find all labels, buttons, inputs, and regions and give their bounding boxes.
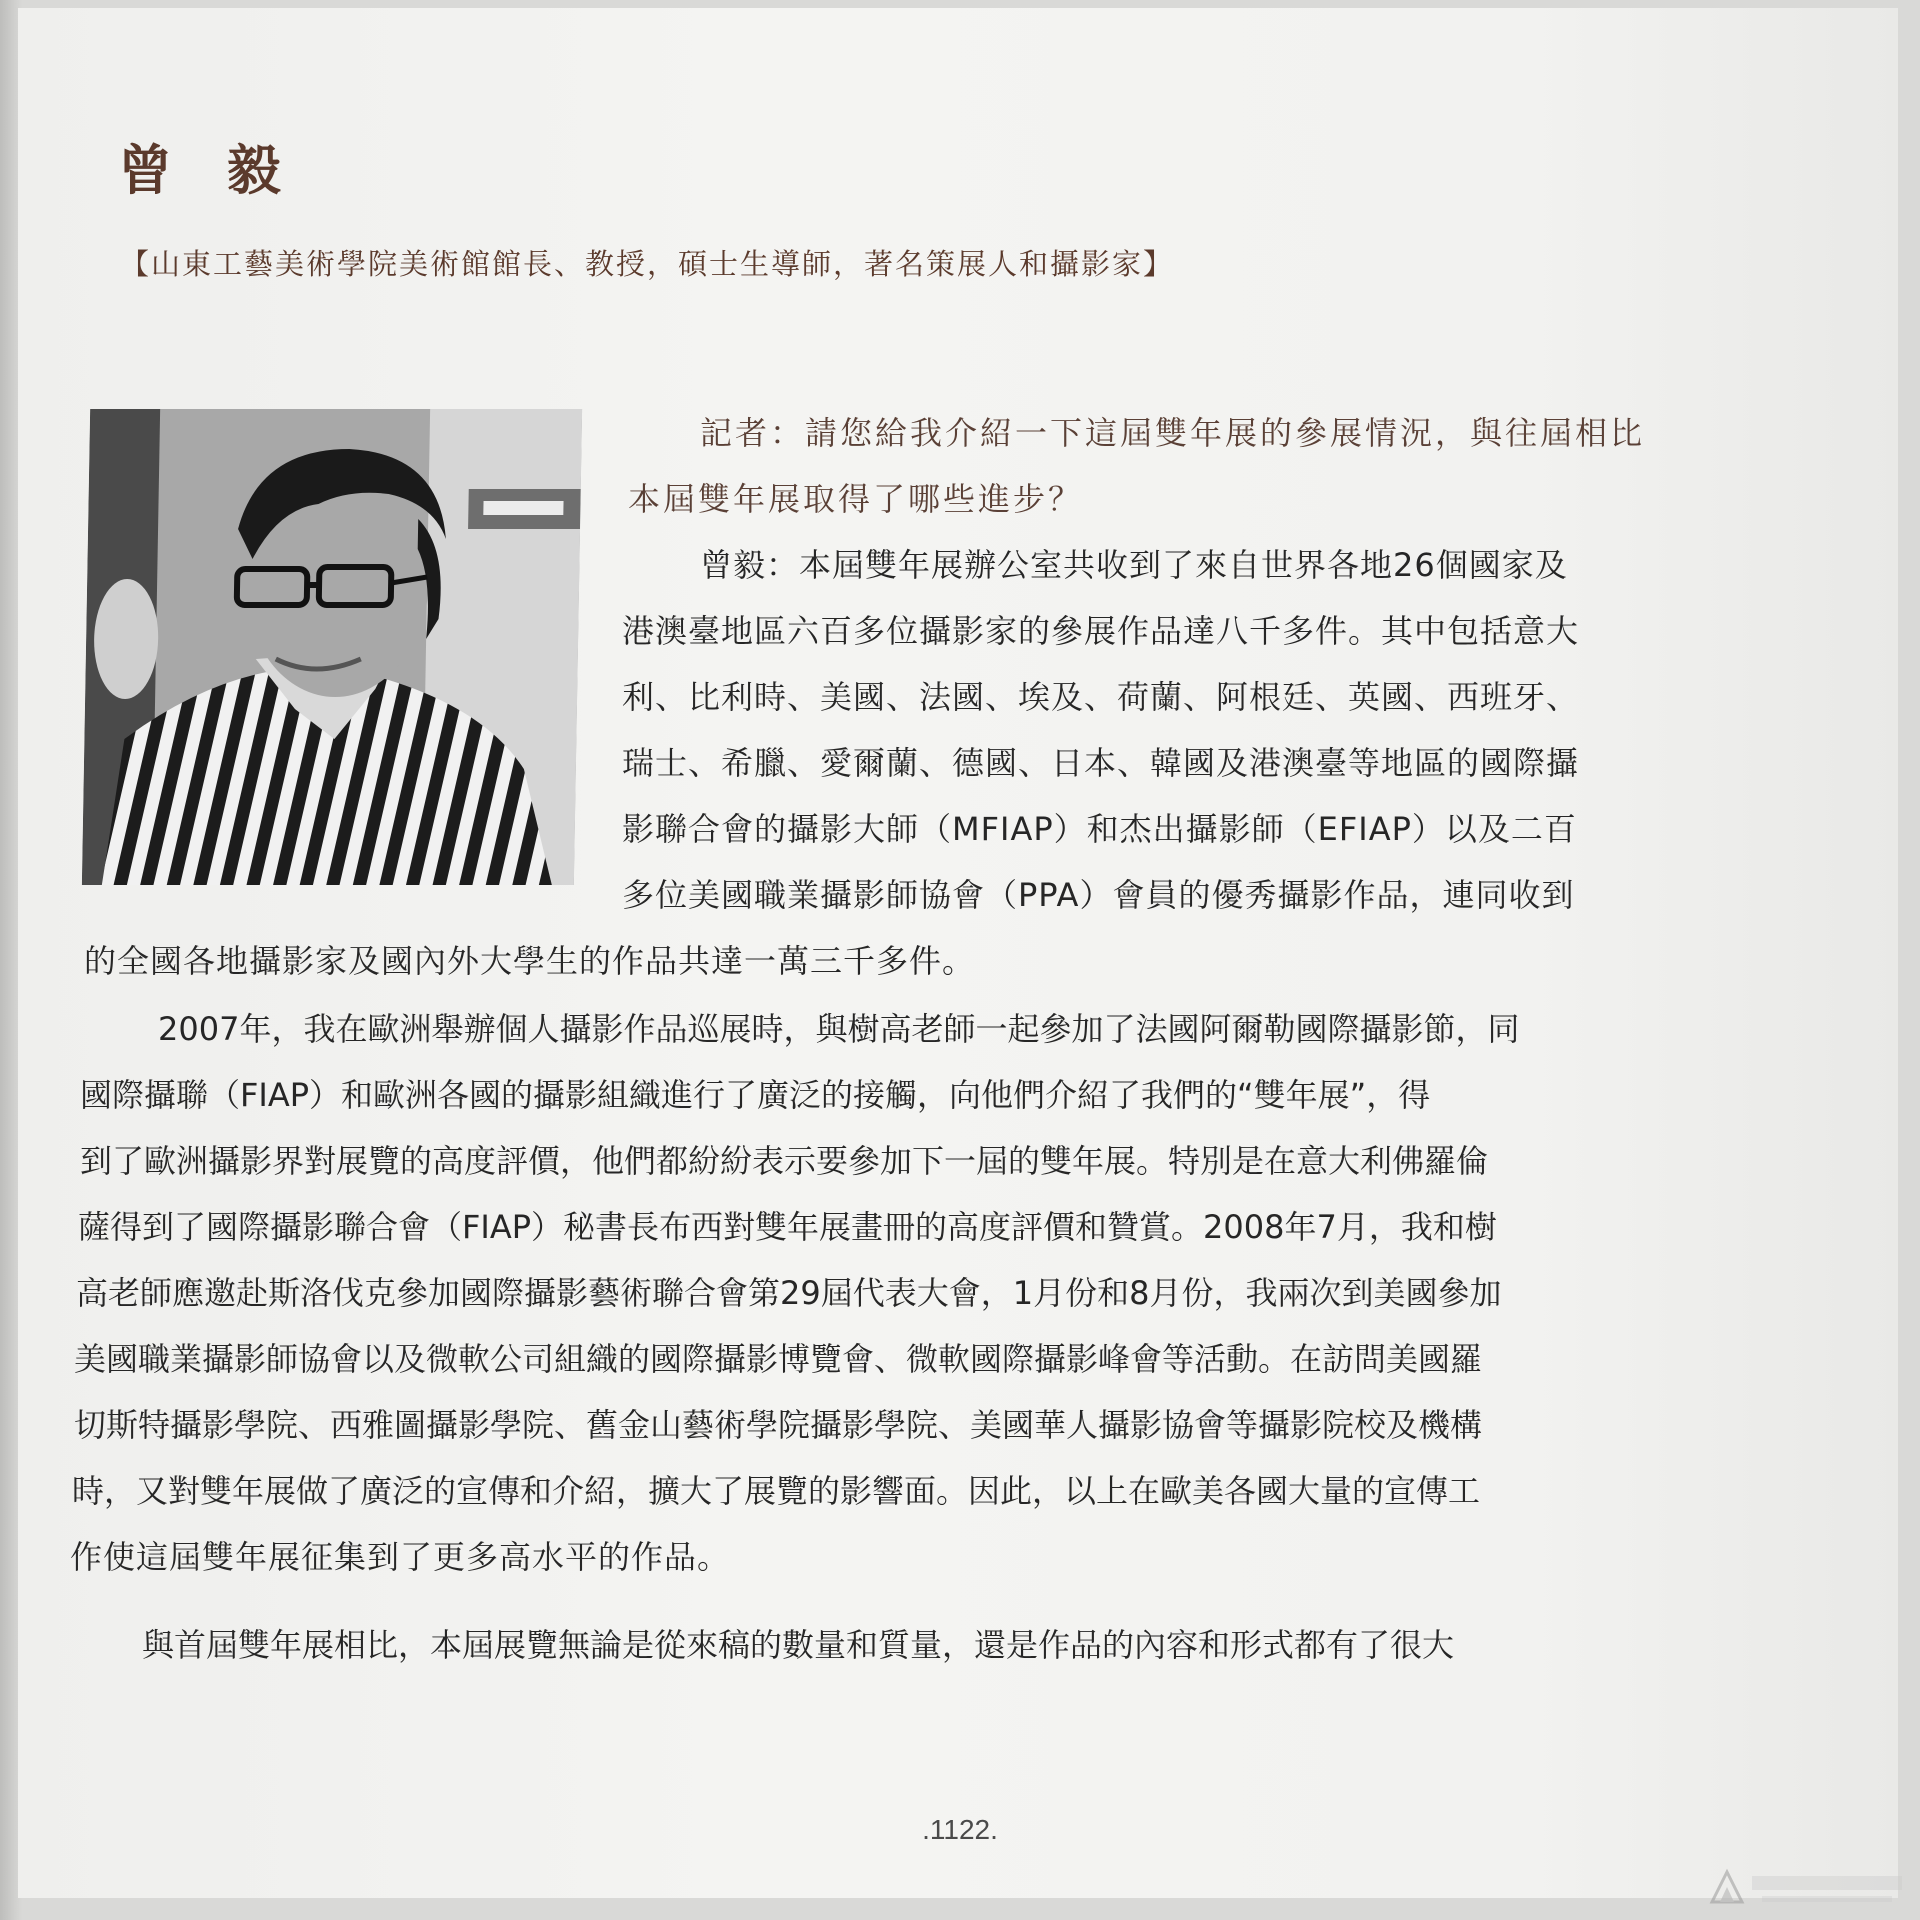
paragraph-line: 高老師應邀赴斯洛伐克參加國際攝影藝術聯合會第29屆代表大會，1月份和8月份，我兩次到美國參加 bbox=[76, 1274, 1502, 1312]
paragraph-line: 薩得到了國際攝影聯合會（FIAP）秘書長布西對雙年展畫冊的高度評價和贊賞。2008年7月，我和樹 bbox=[78, 1208, 1497, 1246]
page-number: .1122. bbox=[922, 1814, 998, 1845]
paragraph-line: 美國職業攝影師協會以及微軟公司組織的國際攝影博覽會、微軟國際攝影峰會等活動。在訪問美國羅 bbox=[74, 1340, 1483, 1378]
paragraph-line: 切斯特攝影學院、西雅圖攝影學院、舊金山藝術學院攝影學院、美國華人攝影協會等攝影院校及機構 bbox=[74, 1406, 1483, 1444]
question-line: 本屆雙年展取得了哪些進步？ bbox=[628, 480, 1084, 518]
association-logo-watermark bbox=[1702, 1862, 1912, 1912]
question-line: 記者：請您給我介紹一下這屆雙年展的參展情況，與往屆相比 bbox=[700, 414, 1646, 452]
paragraph-line: 時，又對雙年展做了廣泛的宣傳和介紹，擴大了展覽的影響面。因此，以上在歐美各國大量的宣傳工 bbox=[72, 1472, 1481, 1510]
answer-line: 港澳臺地區六百多位攝影家的參展作品達八千多件。其中包括意大 bbox=[622, 612, 1580, 650]
answer-line: 多位美國職業攝影師協會（PPA）會員的優秀攝影作品，連同收到 bbox=[622, 876, 1575, 914]
answer-line: 的全國各地攝影家及國內外大學生的作品共達一萬三千多件。 bbox=[84, 942, 976, 980]
portrait-photo bbox=[82, 409, 582, 885]
paragraph-line: 到了歐洲攝影界對展覽的高度評價，他們都紛紛表示要參加下一屆的雙年展。特別是在意大利佛羅倫 bbox=[80, 1142, 1489, 1180]
portrait-photo-icon bbox=[82, 409, 582, 885]
answer-line: 瑞士、希臘、愛爾蘭、德國、日本、韓國及港澳臺等地區的國際攝 bbox=[622, 744, 1580, 782]
paragraph-line: 與首屆雙年展相比，本屆展覽無論是從來稿的數量和質量，還是作品的內容和形式都有了很大 bbox=[142, 1626, 1455, 1664]
title-subtitle: 【山東工藝美術學院美術館館長、教授，碩士生導師，著名策展人和攝影家】 bbox=[120, 247, 1175, 281]
page-title: 曾 毅 bbox=[118, 138, 299, 202]
paragraph-line: 2007年，我在歐洲舉辦個人攝影作品巡展時，與樹高老師一起參加了法國阿爾勒國際攝影節，同 bbox=[158, 1010, 1520, 1048]
paragraph-line: 作使這屆雙年展征集到了更多高水平的作品。 bbox=[70, 1538, 731, 1576]
paragraph-line: 國際攝聯（FIAP）和歐洲各國的攝影組織進行了廣泛的接觸，向他們介紹了我們的“雙年展”，得 bbox=[80, 1076, 1431, 1114]
answer-line: 利、比利時、美國、法國、埃及、荷蘭、阿根廷、英國、西班牙、 bbox=[622, 678, 1580, 716]
answer-line: 影聯合會的攝影大師（MFIAP）和杰出攝影師（EFIAP）以及二百 bbox=[622, 810, 1577, 848]
answer-line: 曾毅：本屆雙年展辦公室共收到了來自世界各地26個國家及 bbox=[700, 546, 1568, 584]
